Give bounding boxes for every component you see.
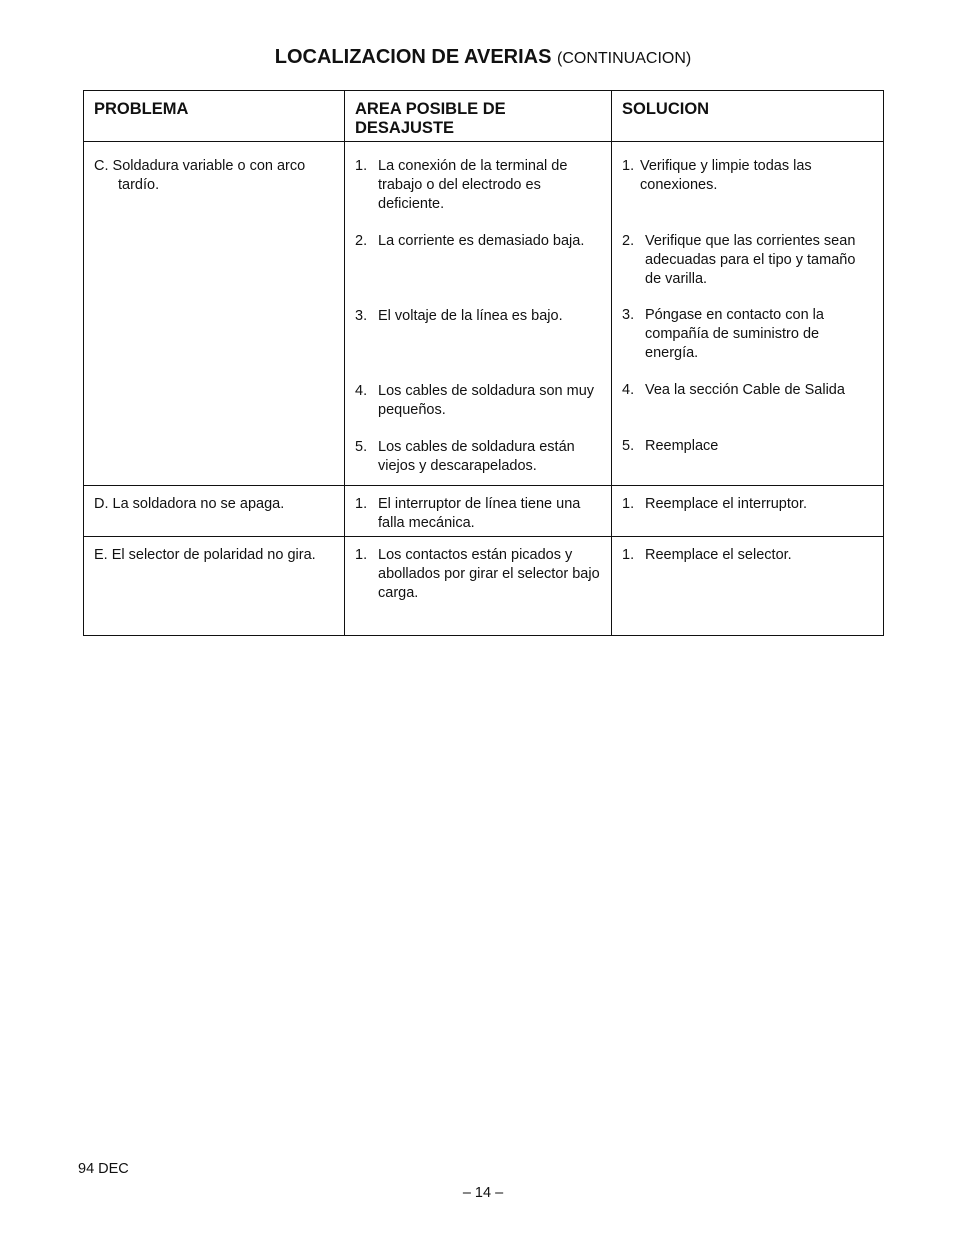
item-number: 4. — [355, 383, 368, 399]
item-text: Póngase en contacto con la compañía de suministro de energía. — [645, 307, 824, 361]
item-number: 3. — [622, 307, 635, 323]
item-number: 1. — [622, 547, 635, 563]
item-text: Reemplace — [645, 438, 719, 454]
item-number: 1. — [355, 547, 368, 563]
item-number: 2. — [622, 233, 635, 249]
problem-cell — [84, 486, 345, 537]
item-number: 5. — [622, 438, 635, 454]
item-text: Vea la sección Cable de Salida — [645, 382, 845, 398]
header-problem: PROBLEMA — [84, 91, 345, 142]
list-item — [355, 307, 603, 382]
item-text: La conexión de la terminal de trabajo o del electrodo es deficiente. — [378, 158, 568, 212]
problem-cell — [84, 142, 345, 486]
item-text: Los cables de soldadura son muy pequeños. — [378, 383, 595, 418]
table-header-row — [84, 91, 884, 142]
item-number: 1. — [355, 496, 368, 512]
list-item — [355, 546, 603, 603]
problem-cell — [84, 537, 345, 636]
problem-text: D. La soldadora no se apaga. — [94, 496, 285, 512]
item-text: Reemplace el selector. — [645, 547, 792, 563]
causes-cell — [345, 486, 612, 537]
list-item — [622, 546, 875, 565]
problem-text: C. Soldadura variable o con arco tardío. — [94, 158, 306, 193]
item-text: Los contactos están picados y abollados por girar el selector bajo carga. — [378, 547, 600, 601]
solutions-cell — [612, 537, 884, 636]
page-title-main: LOCALIZACION DE AVERIAS — [274, 46, 552, 68]
item-number: 3. — [355, 308, 368, 324]
item-text: El voltaje de la línea es bajo. — [378, 308, 563, 324]
item-number: 1. — [622, 158, 635, 174]
causes-cell — [345, 142, 612, 486]
item-text: Verifique que las corrientes sean adecuadas para el tipo y tamaño de varilla. — [645, 233, 856, 287]
header-area: AREA POSIBLE DE DESAJUSTE — [345, 91, 612, 142]
table-row — [84, 486, 884, 537]
page-number: – 14 – — [462, 1185, 504, 1201]
list-item — [355, 438, 603, 476]
item-text: Los cables de soldadura están viejos y descarapelados. — [378, 439, 575, 474]
item-text: El interruptor de línea tiene una falla mecánica. — [378, 496, 581, 531]
table-row — [84, 537, 884, 636]
list-item — [622, 437, 875, 456]
footer-date-code: 94 DEC — [78, 1161, 129, 1177]
item-number: 1. — [355, 158, 368, 174]
header-solution: SOLUCION — [612, 91, 884, 142]
causes-cell — [345, 537, 612, 636]
item-number: 4. — [622, 382, 635, 398]
page-title — [0, 46, 954, 69]
item-text: La corriente es demasiado baja. — [378, 233, 585, 249]
solutions-cell — [612, 142, 884, 486]
list-item — [622, 157, 875, 232]
list-item — [355, 382, 603, 438]
list-item — [622, 306, 875, 381]
list-item — [355, 232, 603, 307]
list-item — [622, 495, 875, 514]
item-text: Reemplace el interruptor. — [645, 496, 807, 512]
item-number: 2. — [355, 233, 368, 249]
list-item — [355, 157, 603, 232]
solutions-cell — [612, 486, 884, 537]
list-item — [622, 232, 875, 306]
item-number: 5. — [355, 439, 368, 455]
table-row — [84, 142, 884, 486]
list-item — [355, 495, 603, 533]
item-number: 1. — [622, 496, 635, 512]
list-item — [622, 381, 875, 437]
item-text: Verifique y limpie todas las conexiones. — [640, 158, 812, 193]
troubleshooting-table — [83, 90, 884, 636]
page-title-suffix: (CONTINUACION) — [557, 50, 692, 67]
problem-text: E. El selector de polaridad no gira. — [94, 547, 316, 563]
